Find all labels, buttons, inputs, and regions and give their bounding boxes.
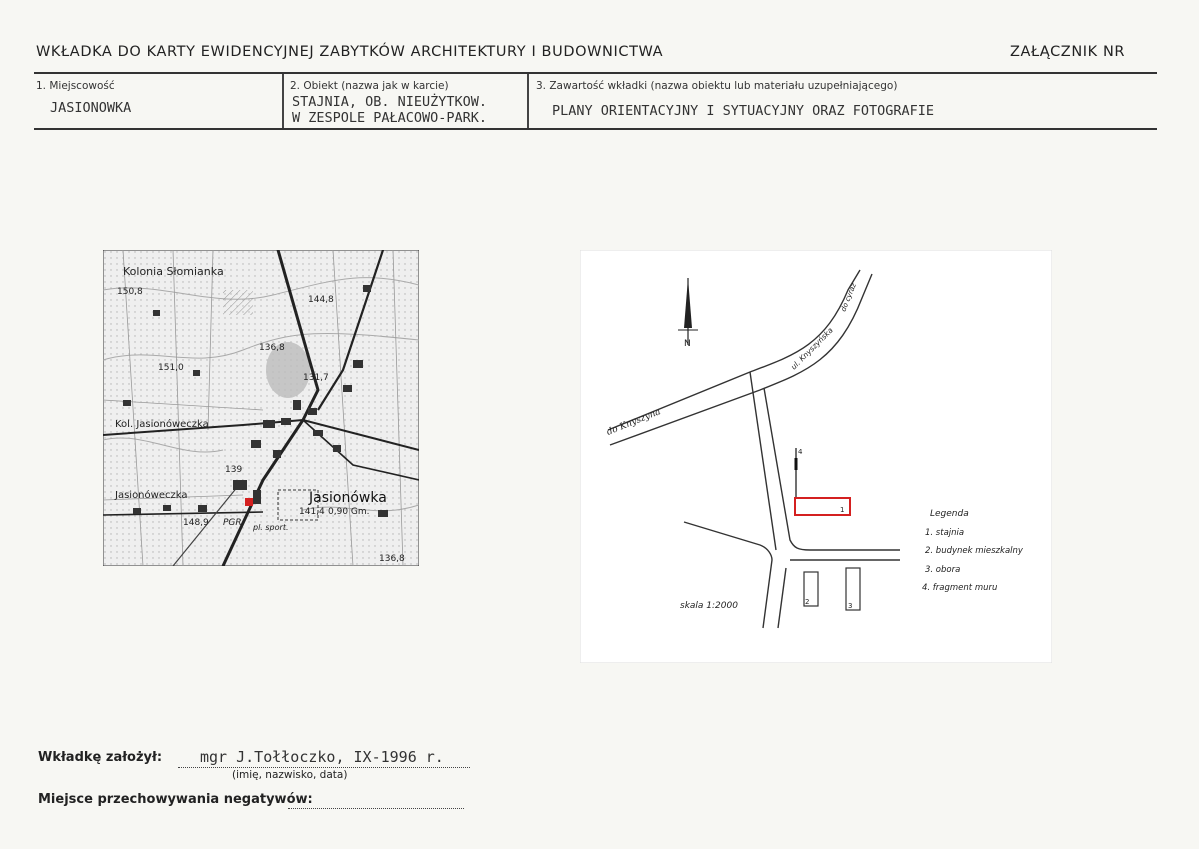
marker-3: 3 [848,602,853,610]
content-label: 3. Zawartość wkładki (nazwa obiektu lub materiału uzupełniającego) [536,80,898,92]
field-divider-1 [282,74,284,128]
elev-136-8-south: 136,8 [379,554,405,564]
svg-text:N: N [684,339,691,349]
map-label-pl-sport: pl. sport. [253,523,289,532]
object-label: 2. Obiekt (nazwa jak w karcie) [290,80,449,92]
header-rule-top [34,72,1157,74]
object-value-line1: STAJNIA, OB. NIEUŻYTKOW. [292,94,488,110]
elev-136-8-north: 136,8 [259,343,285,353]
map-label-jasionowka: Jasionówka [309,490,387,506]
elev-131-7: 131,7 [303,373,329,383]
map-label-kolonia-slomianka: Kolonia Słomianka [123,265,224,278]
road-label-top2: do cyraz [839,282,859,313]
marker-1: 1 [840,506,845,514]
map-label-jasionoweczka: Jasionóweczka [115,490,188,501]
elev-148-9: 148,9 [183,518,209,528]
elev-151-0: 151,0 [158,363,184,373]
topographic-map [103,250,419,566]
elev-144-8: 144,8 [308,295,334,305]
elev-141-4: 141,4 [299,507,325,517]
place-label: 1. Miejscowość [36,80,115,92]
negatives-dotted-line [288,808,464,809]
founded-value: mgr J.Tołłoczko, IX-1996 r. [200,748,444,766]
field-divider-2 [527,74,529,128]
map-label-pgr: PGR [223,518,242,528]
legend-item-2: 2. budynek mieszkalny [925,546,1023,556]
document-title: WKŁADKA DO KARTY EWIDENCYJNEJ ZABYTKÓW ARCHITEKTURY I BUDOWNICTWA [36,44,664,60]
header-rule-bottom [34,128,1157,130]
legend-item-3: 3. obora [925,565,961,575]
founded-hint: (imię, nazwisko, data) [232,769,348,781]
road-label-knyszyn: do Knyszyna [605,407,663,438]
place-value: JASIONOWKA [50,100,132,116]
elev-139: 139 [225,465,243,475]
marker-4: 4 [798,448,803,456]
legend-title: Legenda [930,509,969,519]
map-label-kol-jasionoweczka: Kol. Jasionóweczka [115,419,209,430]
map-label-gm: 0,90 Gm. [328,507,370,517]
attachment-number-label: ZAŁĄCZNIK NR [1010,44,1126,60]
site-plan [580,250,1052,663]
negatives-label: Miejsce przechowywania negatywów: [38,792,313,807]
scale-label: skala 1:2000 [680,601,738,611]
legend-item-1: 1. stajnia [925,528,965,538]
object-value-line2: W ZESPOLE PAŁACOWO-PARK. [292,110,488,126]
content-value: PLANY ORIENTACYJNY I SYTUACYJNY ORAZ FOTOGRAFIE [552,103,935,119]
founded-label: Wkładkę założył: [38,750,163,765]
marker-2: 2 [805,598,810,606]
road-label-knyszynska: ul. Knyszyńska [789,325,835,372]
founded-dotted-line [178,767,470,768]
elev-150-8: 150,8 [117,287,143,297]
legend-item-4: 4. fragment muru [922,583,998,593]
